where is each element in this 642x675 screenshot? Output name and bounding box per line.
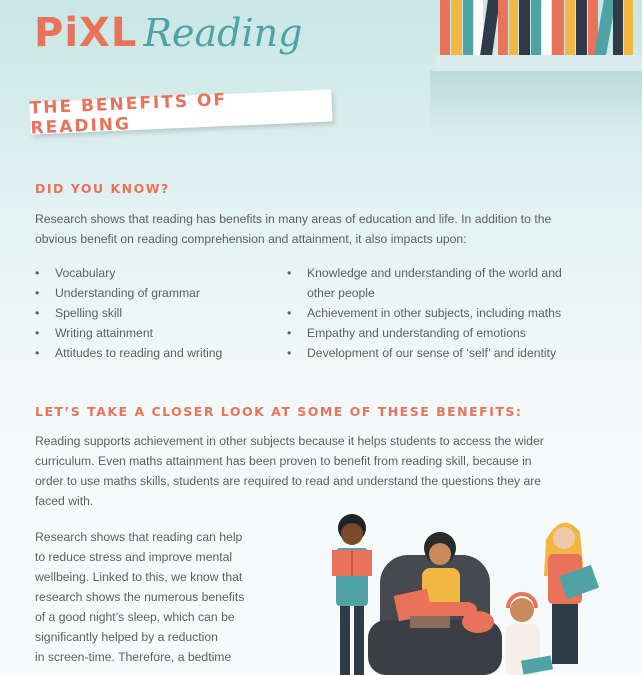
pixl-reading-logo	[34, 10, 302, 60]
list-item-continued: other people	[307, 286, 375, 300]
para2-line: significantly helped by a reduction	[35, 630, 218, 644]
para2-line: Research shows that reading can help	[35, 530, 243, 544]
para2-line: research shows the numerous benefits	[35, 590, 245, 604]
para1-line: order to use maths skills, students are required to read and understand the questions they are	[35, 474, 542, 488]
people-reading-illustration	[300, 510, 642, 675]
benefits-list-right	[287, 263, 562, 363]
shelf-shadow	[430, 71, 642, 131]
list-item: • Empathy and understanding of emotions	[287, 323, 562, 343]
para1-line: curriculum. Even maths attainment has been proven to benefit from reading skill, because in	[35, 454, 532, 468]
did-you-know-heading: DID YOU KNOW?	[35, 181, 170, 196]
list-item: • Attitudes to reading and writing	[35, 343, 222, 363]
closer-look-heading: LET’S TAKE A CLOSER LOOK AT SOME OF THESE BENEFITS:	[35, 404, 523, 419]
list-item: • Vocabulary	[35, 263, 222, 283]
benefits-list-left	[35, 263, 222, 363]
shelf	[436, 55, 642, 71]
list-item: • Knowledge and understanding of the world and	[287, 263, 562, 283]
para1-line: faced with.	[35, 494, 94, 508]
list-item: • Understanding of grammar	[35, 283, 222, 303]
para2-line: wellbeing. Linked to this, we know that	[35, 570, 243, 584]
logo-pixl: PiXL	[34, 10, 138, 56]
para2-line: of a good night’s sleep, which can be	[35, 610, 235, 624]
intro-line-2: obvious benefit on reading comprehension and attainment, it also impacts upon:	[35, 232, 467, 246]
list-item: • Achievement in other subjects, including maths	[287, 303, 562, 323]
para2-line: to reduce stress and improve mental	[35, 550, 233, 564]
list-item: • Development of our sense of ‘self’ and identity	[287, 343, 562, 363]
page-title: THE BENEFITS OF READING	[29, 89, 228, 139]
intro-line-1: Research shows that reading has benefits in many areas of education and life. In addition to the	[35, 212, 552, 226]
list-item: • Writing attainment	[35, 323, 222, 343]
para2-line: in screen-time. Therefore, a bedtime	[35, 650, 232, 664]
list-item: • Spelling skill	[35, 303, 222, 323]
logo-reading: Reading	[143, 11, 303, 55]
title-banner	[29, 89, 332, 139]
para1-line: Reading supports achievement in other subjects because it helps students to access the wider	[35, 434, 544, 448]
